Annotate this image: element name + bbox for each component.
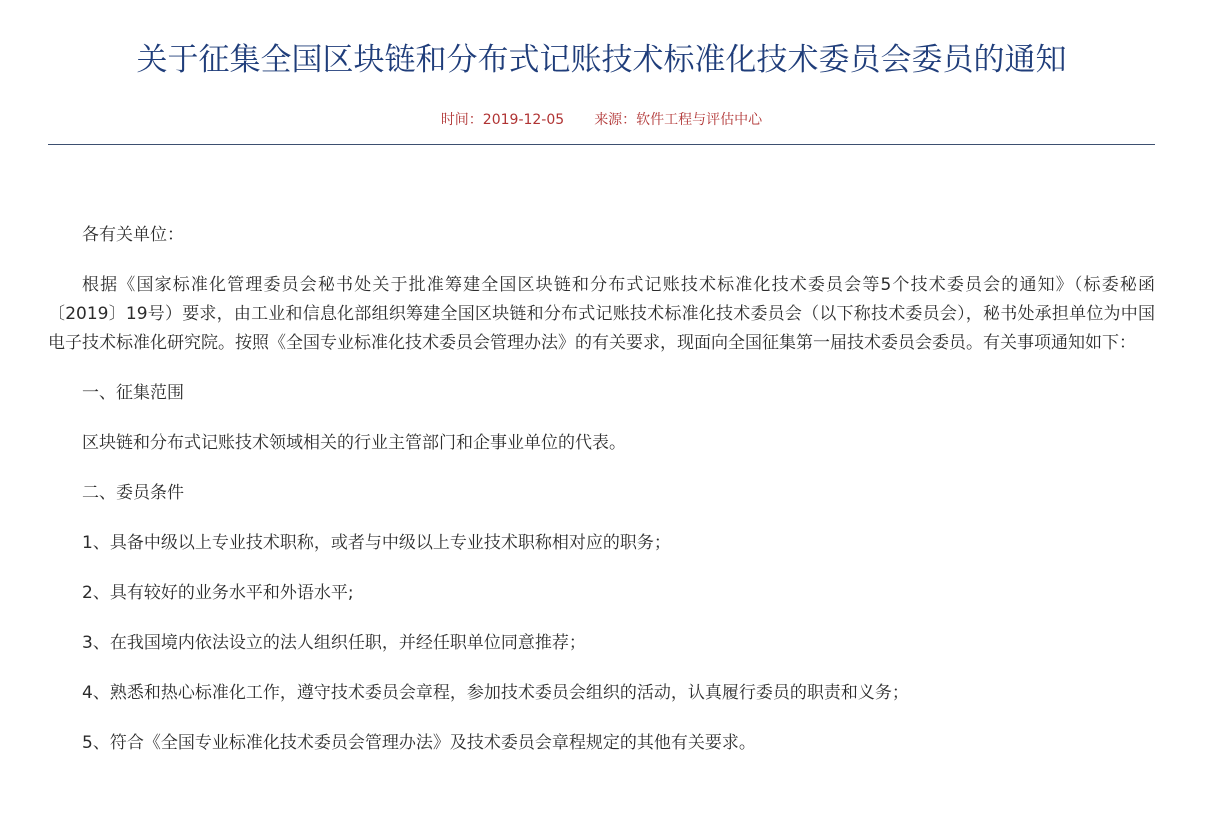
article-source: 来源：软件工程与评估中心 [594, 112, 763, 128]
article-meta [48, 110, 1155, 130]
salutation: 各有关单位： [82, 225, 184, 245]
condition-item: 5、符合《全国专业标准化技术委员会管理办法》及技术委员会章程规定的其他有关要求。 [82, 733, 756, 753]
condition-item: 4、熟悉和热心标准化工作，遵守技术委员会章程，参加技术委员会组织的活动，认真履行委员的职责和义务； [82, 683, 909, 703]
article [48, 0, 1155, 779]
article-title: 关于征集全国区块链和分布式记账技术标准化技术委员会委员的通知 [136, 42, 1067, 78]
title-divider [48, 144, 1155, 145]
section-heading-conditions: 二、委员条件 [82, 483, 184, 503]
intro-paragraph: 根据《国家标准化管理委员会秘书处关于批准筹建全国区块链和分布式记账技术标准化技术委员会等5个技术委员会的通知》（标委秘函〔2019〕19号）要求，由工业和信息化部组织筹建全国区块链和分布式记账技术标准化技术委员会（以下称技术委员会），秘书处承担单位为中国电子技术标准化研究院。按照《全国专业标准化技术委员会管理办法》的有关要求，现面向全国征集第一届技术委员会委员。有关事项通知如下： [48, 275, 1155, 353]
scope-paragraph: 区块链和分布式记账技术领域相关的行业主管部门和企事业单位的代表。 [82, 433, 626, 453]
condition-item: 2、具有较好的业务水平和外语水平; [82, 583, 354, 603]
condition-item: 1、具备中级以上专业技术职称，或者与中级以上专业技术职称相对应的职务； [82, 533, 671, 553]
publish-time: 时间：2019-12-05 [440, 112, 565, 128]
section-heading-scope: 一、征集范围 [82, 383, 184, 403]
condition-item: 3、在我国境内依法设立的法人组织任职，并经任职单位同意推荐； [82, 633, 586, 653]
article-body [48, 221, 1155, 758]
